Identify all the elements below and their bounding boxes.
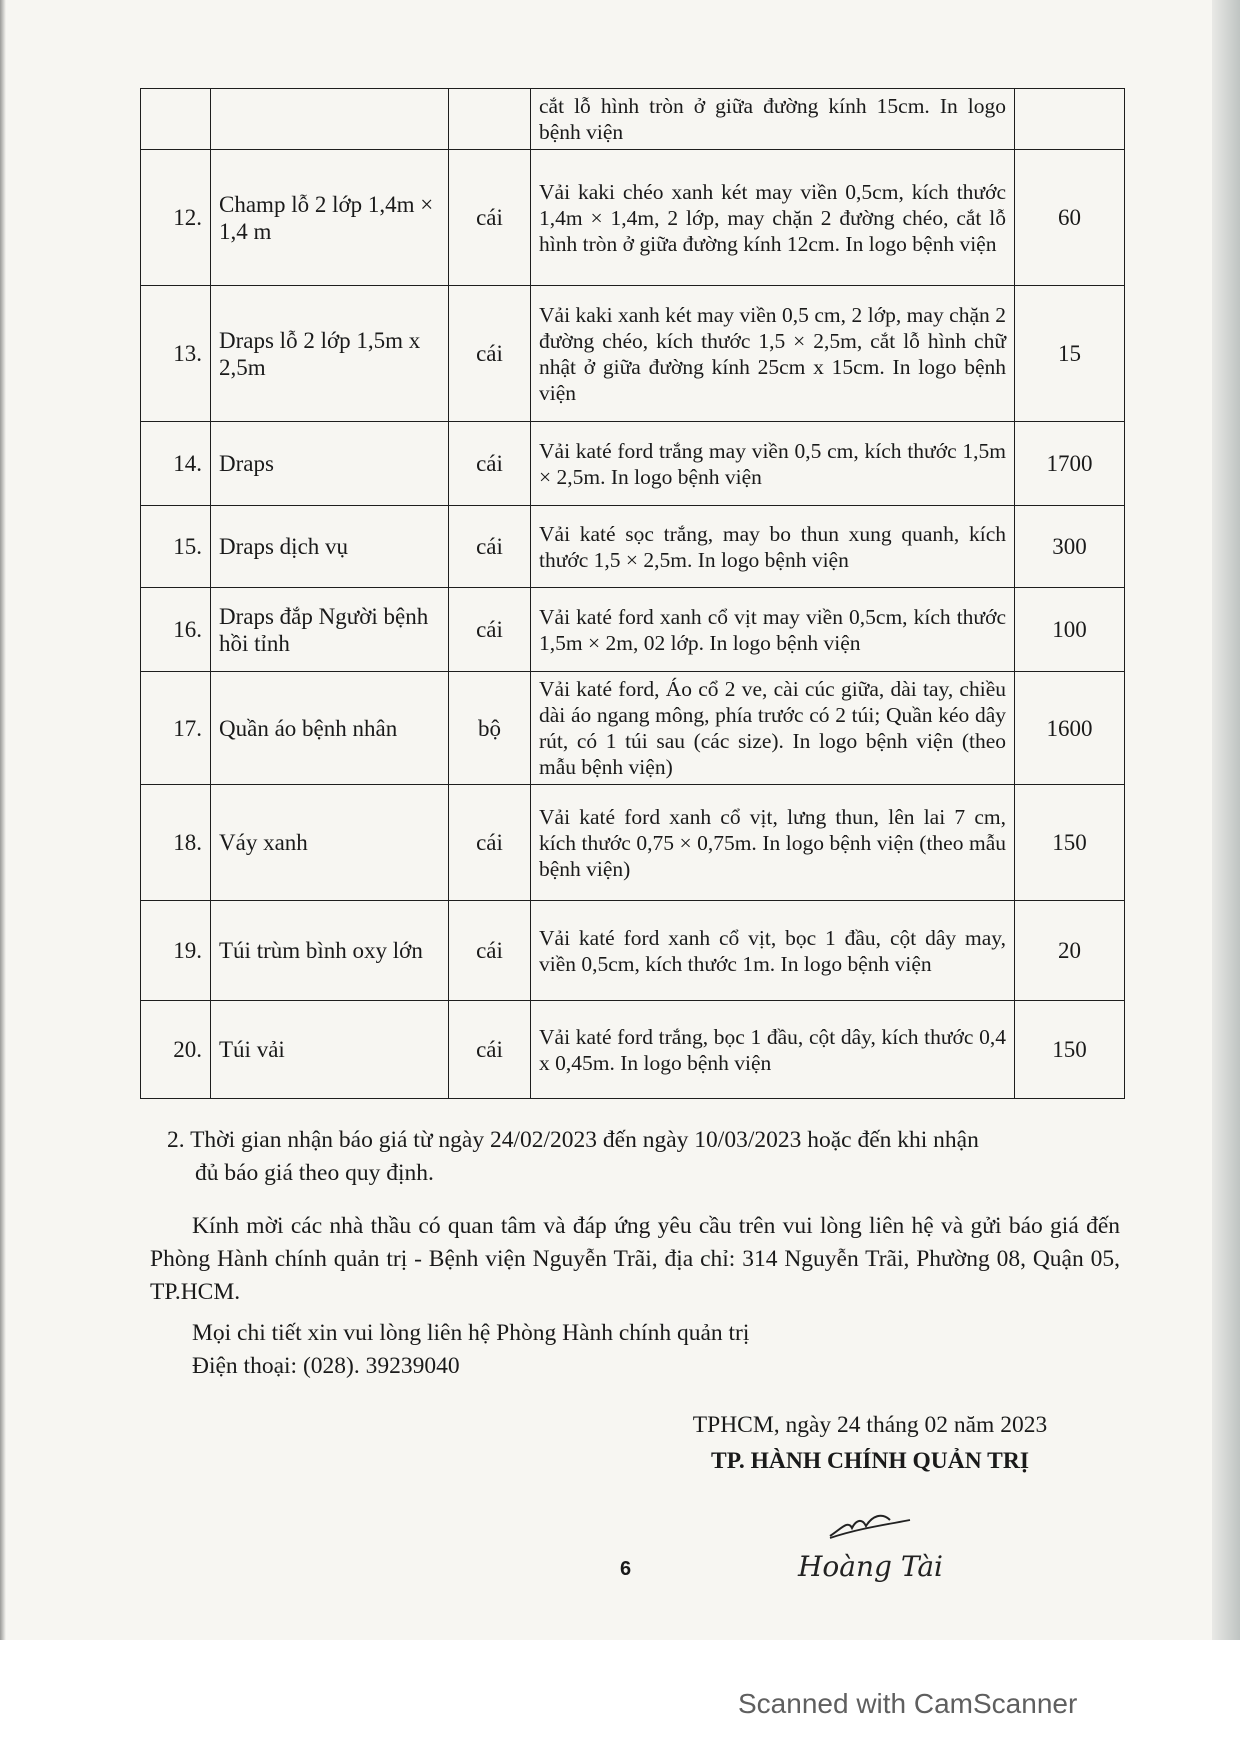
signer-script: Hoàng Tài	[798, 1550, 943, 1583]
item-quantity: 15	[1015, 286, 1125, 422]
signature-icon	[790, 1498, 1020, 1598]
items-table	[140, 88, 1125, 1099]
table-row	[141, 286, 1125, 422]
row-number: 12.	[141, 150, 211, 286]
scan-right-edge	[1212, 0, 1240, 1640]
item-unit: cái	[449, 901, 531, 1001]
item-name	[211, 89, 449, 150]
item-name: Túi trùm bình oxy lớn	[211, 901, 449, 1001]
item-spec: Vải katé sọc trắng, may bo thun xung quanh, kích thước 1,5 × 2,5m. In logo bệnh viện	[531, 506, 1015, 588]
item-name: Quần áo bệnh nhân	[211, 672, 449, 785]
item-name: Draps dịch vụ	[211, 506, 449, 588]
table-row	[141, 1001, 1125, 1099]
item-quantity	[1015, 89, 1125, 150]
item-quantity: 100	[1015, 588, 1125, 672]
item-unit: cái	[449, 1001, 531, 1099]
row-number: 17.	[141, 672, 211, 785]
table-row	[141, 672, 1125, 785]
signature-title: TP. HÀNH CHÍNH QUẢN TRỊ	[711, 1448, 1029, 1474]
item-quantity: 150	[1015, 785, 1125, 901]
table-row	[141, 901, 1125, 1001]
item-spec: Vải katé ford, Áo cổ 2 ve, cài cúc giữa, dài tay, chiều dài áo ngang mông, phía trước có 2 túi; Quần kéo dây rút, có 1 túi sau (các size). In logo bệnh viện (theo mẫu bệnh viện)	[531, 672, 1015, 785]
invitation-paragraph: Kính mời các nhà thầu có quan tâm và đáp ứng yêu cầu trên vui lòng liên hệ và gửi báo giá đến Phòng Hành chính quản trị - Bệnh viện Nguyễn Trãi, địa chỉ: 314 Nguyễn Trãi, Phường 08, Quận 05, TP.HCM.	[150, 1213, 1120, 1305]
place-date: TPHCM, ngày 24 tháng 02 năm 2023	[692, 1412, 1048, 1438]
item-quantity: 300	[1015, 506, 1125, 588]
contact-phone: Điện thoại: (028). 39239040	[192, 1353, 460, 1379]
item-spec: Vải katé ford xanh cổ vịt, bọc 1 đầu, cột dây may, viền 0,5cm, kích thước 1m. In logo bệnh viện	[531, 901, 1015, 1001]
item-spec: Vải katé ford xanh cổ vịt may viền 0,5cm, kích thước 1,5m × 2m, 02 lớp. In logo bệnh viện	[531, 588, 1015, 672]
item-name: Draps đắp Người bệnh hồi tỉnh	[211, 588, 449, 672]
item-spec: Vải kaki xanh két may viền 0,5 cm, 2 lớp, may chặn 2 đường chéo, kích thước 1,5 × 2,5m, cắt lỗ hình chữ nhật ở giữa đường kính 25cm x 15cm. In logo bệnh viện	[531, 286, 1015, 422]
row-number	[141, 89, 211, 150]
item-unit: cái	[449, 286, 531, 422]
item-unit: cái	[449, 150, 531, 286]
table-row	[141, 422, 1125, 506]
item-unit	[449, 89, 531, 150]
item-name: Draps	[211, 422, 449, 506]
item-name: Túi vải	[211, 1001, 449, 1099]
section-2-text	[150, 1124, 1120, 1190]
row-number: 13.	[141, 286, 211, 422]
item-unit: cái	[449, 588, 531, 672]
item-spec: Vải katé ford trắng, bọc 1 đầu, cột dây, kích thước 0,4 x 0,45m. In logo bệnh viện	[531, 1001, 1015, 1099]
table-row	[141, 89, 1125, 150]
item-quantity: 60	[1015, 150, 1125, 286]
table-row	[141, 506, 1125, 588]
table-row	[141, 150, 1125, 286]
table-row	[141, 785, 1125, 901]
item-unit: cái	[449, 422, 531, 506]
page-number: 6	[620, 1558, 632, 1580]
watermark: Scanned with CamScanner	[738, 1688, 1078, 1719]
row-number: 15.	[141, 506, 211, 588]
section-2	[150, 1124, 1120, 1190]
row-number: 20.	[141, 1001, 211, 1099]
item-quantity: 20	[1015, 901, 1125, 1001]
item-unit: bộ	[449, 672, 531, 785]
item-name: Draps lỗ 2 lớp 1,5m x 2,5m	[211, 286, 449, 422]
row-number: 18.	[141, 785, 211, 901]
item-spec: Vải kaki chéo xanh két may viền 0,5cm, kích thước 1,4m × 1,4m, 2 lớp, may chặn 2 đường chéo, cắt lỗ hình tròn ở giữa đường kính 12cm. In logo bệnh viện	[531, 150, 1015, 286]
item-quantity: 1700	[1015, 422, 1125, 506]
item-spec: Vải katé ford xanh cổ vịt, lưng thun, lên lai 7 cm, kích thước 0,75 × 0,75m. In logo bệnh viện (theo mẫu bệnh viện)	[531, 785, 1015, 901]
item-unit: cái	[449, 506, 531, 588]
row-number: 16.	[141, 588, 211, 672]
section-2-number: 2.	[167, 1127, 185, 1153]
row-number: 14.	[141, 422, 211, 506]
item-spec: cắt lỗ hình tròn ở giữa đường kính 15cm. In logo bệnh viện	[531, 89, 1015, 150]
row-number: 19.	[141, 901, 211, 1001]
section-2-line-2: đủ báo giá theo quy định.	[195, 1160, 434, 1186]
item-spec: Vải katé ford trắng may viền 0,5 cm, kích thước 1,5m × 2,5m. In logo bệnh viện	[531, 422, 1015, 506]
item-quantity: 150	[1015, 1001, 1125, 1099]
item-name: Váy xanh	[211, 785, 449, 901]
section-2-line-1: Thời gian nhận báo giá từ ngày 24/02/2023 đến ngày 10/03/2023 hoặc đến khi nhận	[190, 1127, 979, 1153]
scan-left-shadow	[0, 0, 6, 1640]
item-unit: cái	[449, 785, 531, 901]
item-name: Champ lỗ 2 lớp 1,4m × 1,4 m	[211, 150, 449, 286]
item-quantity: 1600	[1015, 672, 1125, 785]
contact-line: Mọi chi tiết xin vui lòng liên hệ Phòng Hành chính quản trị	[192, 1320, 750, 1346]
table-row	[141, 588, 1125, 672]
